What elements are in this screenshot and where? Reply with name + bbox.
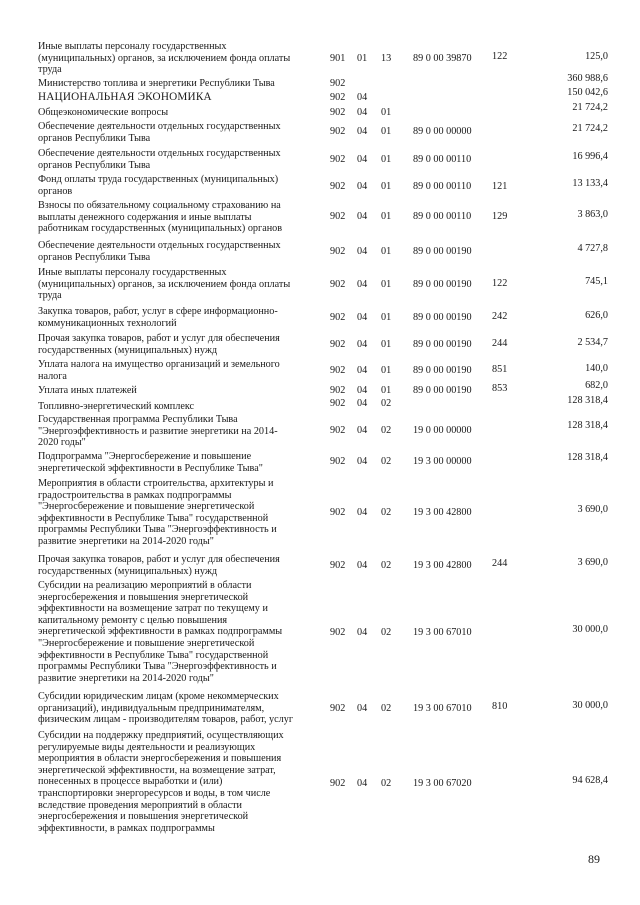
row-name: Закупка товаров, работ, услуг в сфере информационно- коммуникационных технологий <box>38 306 278 329</box>
row-expense-type: 122 <box>492 278 508 289</box>
row-amount: 94 628,4 <box>572 775 608 786</box>
row-name: Топливно-энергетический комплекс <box>38 401 195 412</box>
row-ministry-code: 902 <box>330 211 346 222</box>
row-name: Министерство топлива и энергетики Республики Тыва <box>38 78 275 89</box>
row-subsection-code: 02 <box>381 778 392 789</box>
row-section-code: 04 <box>357 703 368 714</box>
row-ministry-code: 902 <box>330 279 346 290</box>
row-section-code: 04 <box>357 425 368 436</box>
row-expense-type: 244 <box>492 558 508 569</box>
row-ministry-code: 902 <box>330 126 346 137</box>
row-subsection-code: 01 <box>381 246 392 257</box>
row-subsection-code: 01 <box>381 365 392 376</box>
row-section-code: 04 <box>357 154 368 165</box>
row-target-article: 19 3 00 00000 <box>413 456 472 467</box>
page-number: 89 <box>588 852 600 866</box>
row-section-code: 04 <box>357 398 368 409</box>
row-ministry-code: 902 <box>330 339 346 350</box>
row-amount: 3 690,0 <box>577 557 608 568</box>
row-amount: 2 534,7 <box>577 337 608 348</box>
row-ministry-code: 902 <box>330 456 346 467</box>
row-subsection-code: 01 <box>381 312 392 323</box>
row-subsection-code: 02 <box>381 560 392 571</box>
row-ministry-code: 902 <box>330 312 346 323</box>
row-ministry-code: 902 <box>330 181 346 192</box>
row-amount: 4 727,8 <box>577 243 608 254</box>
row-subsection-code: 01 <box>381 211 392 222</box>
row-amount: 30 000,0 <box>572 624 608 635</box>
row-section-code: 04 <box>357 181 368 192</box>
row-amount: 745,1 <box>585 276 608 287</box>
row-target-article: 89 0 00 00190 <box>413 246 472 257</box>
row-ministry-code: 902 <box>330 507 346 518</box>
row-amount: 30 000,0 <box>572 700 608 711</box>
row-ministry-code: 902 <box>330 246 346 257</box>
row-name: Иные выплаты персоналу государственных (муниципальных) органов, за исключением фонда оплаты труда <box>38 41 291 76</box>
row-name: Уплата иных платежей <box>38 385 137 396</box>
row-target-article: 89 0 00 00190 <box>413 312 472 323</box>
row-section-code: 01 <box>357 53 368 64</box>
row-ministry-code: 902 <box>330 425 346 436</box>
row-subsection-code: 01 <box>381 385 392 396</box>
row-amount: 682,0 <box>585 380 608 391</box>
row-name: Субсидии на поддержку предприятий, осуществляющих регулируемые виды деятельности и реализующих мероприятия в области энергосбережения и повышения энергетической эффективности, на возмещение затрат, понесенных в процессе выработки и (или) транспортировки энергоресурсов и воды, в том числе вследствие проведения мероприятий в области энергосбережения и повышения энергетической эффективности, в рамках подпрограммы <box>38 730 284 834</box>
row-amount: 21 724,2 <box>572 102 608 113</box>
row-amount: 626,0 <box>585 310 608 321</box>
row-section-code: 04 <box>357 312 368 323</box>
row-name: Государственная программа Республики Тыва "Энергоэффективность и развитие энергетики на 2014- 2020 годы" <box>38 414 278 449</box>
row-subsection-code: 13 <box>381 53 392 64</box>
row-section-code: 04 <box>357 778 368 789</box>
row-expense-type: 851 <box>492 364 508 375</box>
row-subsection-code: 01 <box>381 181 392 192</box>
row-section-code: 04 <box>357 365 368 376</box>
row-subsection-code: 02 <box>381 507 392 518</box>
row-target-article: 19 3 00 42800 <box>413 560 472 571</box>
row-amount: 360 988,6 <box>567 73 608 84</box>
row-ministry-code: 902 <box>330 398 346 409</box>
row-target-article: 89 0 00 00000 <box>413 126 472 137</box>
row-name: Подпрограмма "Энергосбережение и повышение энергетической эффективности в Республике Тыва" <box>38 451 263 474</box>
row-target-article: 89 0 00 00190 <box>413 279 472 290</box>
row-target-article: 89 0 00 00190 <box>413 365 472 376</box>
row-section-code: 04 <box>357 385 368 396</box>
row-section-code: 04 <box>357 627 368 638</box>
row-amount: 13 133,4 <box>572 178 608 189</box>
row-target-article: 89 0 00 39870 <box>413 53 472 64</box>
row-expense-type: 121 <box>492 181 508 192</box>
row-section-code: 04 <box>357 92 368 103</box>
row-amount: 125,0 <box>585 51 608 62</box>
row-ministry-code: 902 <box>330 385 346 396</box>
row-section-code: 04 <box>357 279 368 290</box>
row-amount: 128 318,4 <box>567 395 608 406</box>
row-section-code: 04 <box>357 507 368 518</box>
row-amount: 128 318,4 <box>567 420 608 431</box>
row-amount: 3 863,0 <box>577 209 608 220</box>
row-expense-type: 242 <box>492 311 508 322</box>
row-expense-type: 810 <box>492 701 508 712</box>
row-expense-type: 853 <box>492 383 508 394</box>
row-target-article: 19 0 00 00000 <box>413 425 472 436</box>
row-subsection-code: 01 <box>381 107 392 118</box>
row-name: Уплата налога на имущество организаций и земельного налога <box>38 359 280 382</box>
row-ministry-code: 902 <box>330 365 346 376</box>
row-target-article: 89 0 00 00110 <box>413 211 472 222</box>
row-ministry-code: 902 <box>330 703 346 714</box>
row-subsection-code: 02 <box>381 456 392 467</box>
row-section-code: 04 <box>357 456 368 467</box>
row-target-article: 89 0 00 00110 <box>413 154 472 165</box>
row-section-code: 04 <box>357 107 368 118</box>
row-subsection-code: 01 <box>381 279 392 290</box>
row-subsection-code: 01 <box>381 154 392 165</box>
row-name: Обеспечение деятельности отдельных государственных органов Республики Тыва <box>38 148 281 171</box>
row-name: Прочая закупка товаров, работ и услуг для обеспечения государственных (муниципальных) нужд <box>38 333 280 356</box>
row-ministry-code: 902 <box>330 107 346 118</box>
row-ministry-code: 902 <box>330 778 346 789</box>
row-target-article: 89 0 00 00190 <box>413 339 472 350</box>
row-expense-type: 129 <box>492 211 508 222</box>
row-ministry-code: 902 <box>330 78 346 89</box>
row-amount: 21 724,2 <box>572 123 608 134</box>
row-section-code: 04 <box>357 211 368 222</box>
row-amount: 16 996,4 <box>572 151 608 162</box>
row-subsection-code: 02 <box>381 627 392 638</box>
row-expense-type: 122 <box>492 51 508 62</box>
row-section-code: 04 <box>357 126 368 137</box>
row-name: Обеспечение деятельности отдельных государственных органов Республики Тыва <box>38 240 281 263</box>
row-name: Общеэкономические вопросы <box>38 107 169 118</box>
row-expense-type: 244 <box>492 338 508 349</box>
row-target-article: 19 3 00 67010 <box>413 627 472 638</box>
row-name: Субсидии юридическим лицам (кроме некоммерческих организаций), индивидуальным предпринимателям, физическим лицам - производителям товаров, работ, услуг <box>38 691 294 726</box>
row-section-code: 04 <box>357 560 368 571</box>
row-amount: 150 042,6 <box>567 87 608 98</box>
row-ministry-code: 901 <box>330 53 346 64</box>
row-subsection-code: 02 <box>381 398 392 409</box>
row-name: Фонд оплаты труда государственных (муниципальных) органов <box>38 174 279 197</box>
row-amount: 3 690,0 <box>577 504 608 515</box>
row-amount: 140,0 <box>585 363 608 374</box>
row-subsection-code: 01 <box>381 339 392 350</box>
row-section-code: 04 <box>357 246 368 257</box>
row-ministry-code: 902 <box>330 560 346 571</box>
row-section-code: 04 <box>357 339 368 350</box>
row-subsection-code: 02 <box>381 703 392 714</box>
row-ministry-code: 902 <box>330 627 346 638</box>
row-ministry-code: 902 <box>330 92 346 103</box>
row-name: Мероприятия в области строительства, архитектуры и градостроительства в рамках подпрограммы "Энергосбережение и повышение энергетической эффективности в Республике Тыва" государственной программы Республики Тыва "Энергоэффективность и развитие энергетики на 2014-2020 годы" <box>38 478 277 547</box>
row-ministry-code: 902 <box>330 154 346 165</box>
row-name: Иные выплаты персоналу государственных (муниципальных) органов, за исключением фонда оплаты труда <box>38 267 291 302</box>
row-name: Обеспечение деятельности отдельных государственных органов Республики Тыва <box>38 121 281 144</box>
row-subsection-code: 01 <box>381 126 392 137</box>
row-target-article: 89 0 00 00190 <box>413 385 472 396</box>
row-amount: 128 318,4 <box>567 452 608 463</box>
row-target-article: 89 0 00 00110 <box>413 181 472 192</box>
row-target-article: 19 3 00 67020 <box>413 778 472 789</box>
row-name: Прочая закупка товаров, работ и услуг для обеспечения государственных (муниципальных) нужд <box>38 554 280 577</box>
row-name: Взносы по обязательному социальному страхованию на выплаты денежного содержания и иные выплаты работникам государственных (муниципальных) органов <box>38 200 283 235</box>
row-subsection-code: 02 <box>381 425 392 436</box>
row-target-article: 19 3 00 67010 <box>413 703 472 714</box>
row-name: Субсидии на реализацию мероприятий в области энергосбережения и повышения энергетической эффективности на возмещение затрат по текущему и капитальному ремонту с целью повышения энергетической эффективности в рамках подпрограммы "Энергосбережение и повышение энергетической эффективности в Республике Тыва" государственной программы Республики Тыва "Энергоэффективность и развитие энергетики на 2014-2020 годы" <box>38 580 283 684</box>
row-target-article: 19 3 00 42800 <box>413 507 472 518</box>
row-name: НАЦИОНАЛЬНАЯ ЭКОНОМИКА <box>38 91 212 103</box>
